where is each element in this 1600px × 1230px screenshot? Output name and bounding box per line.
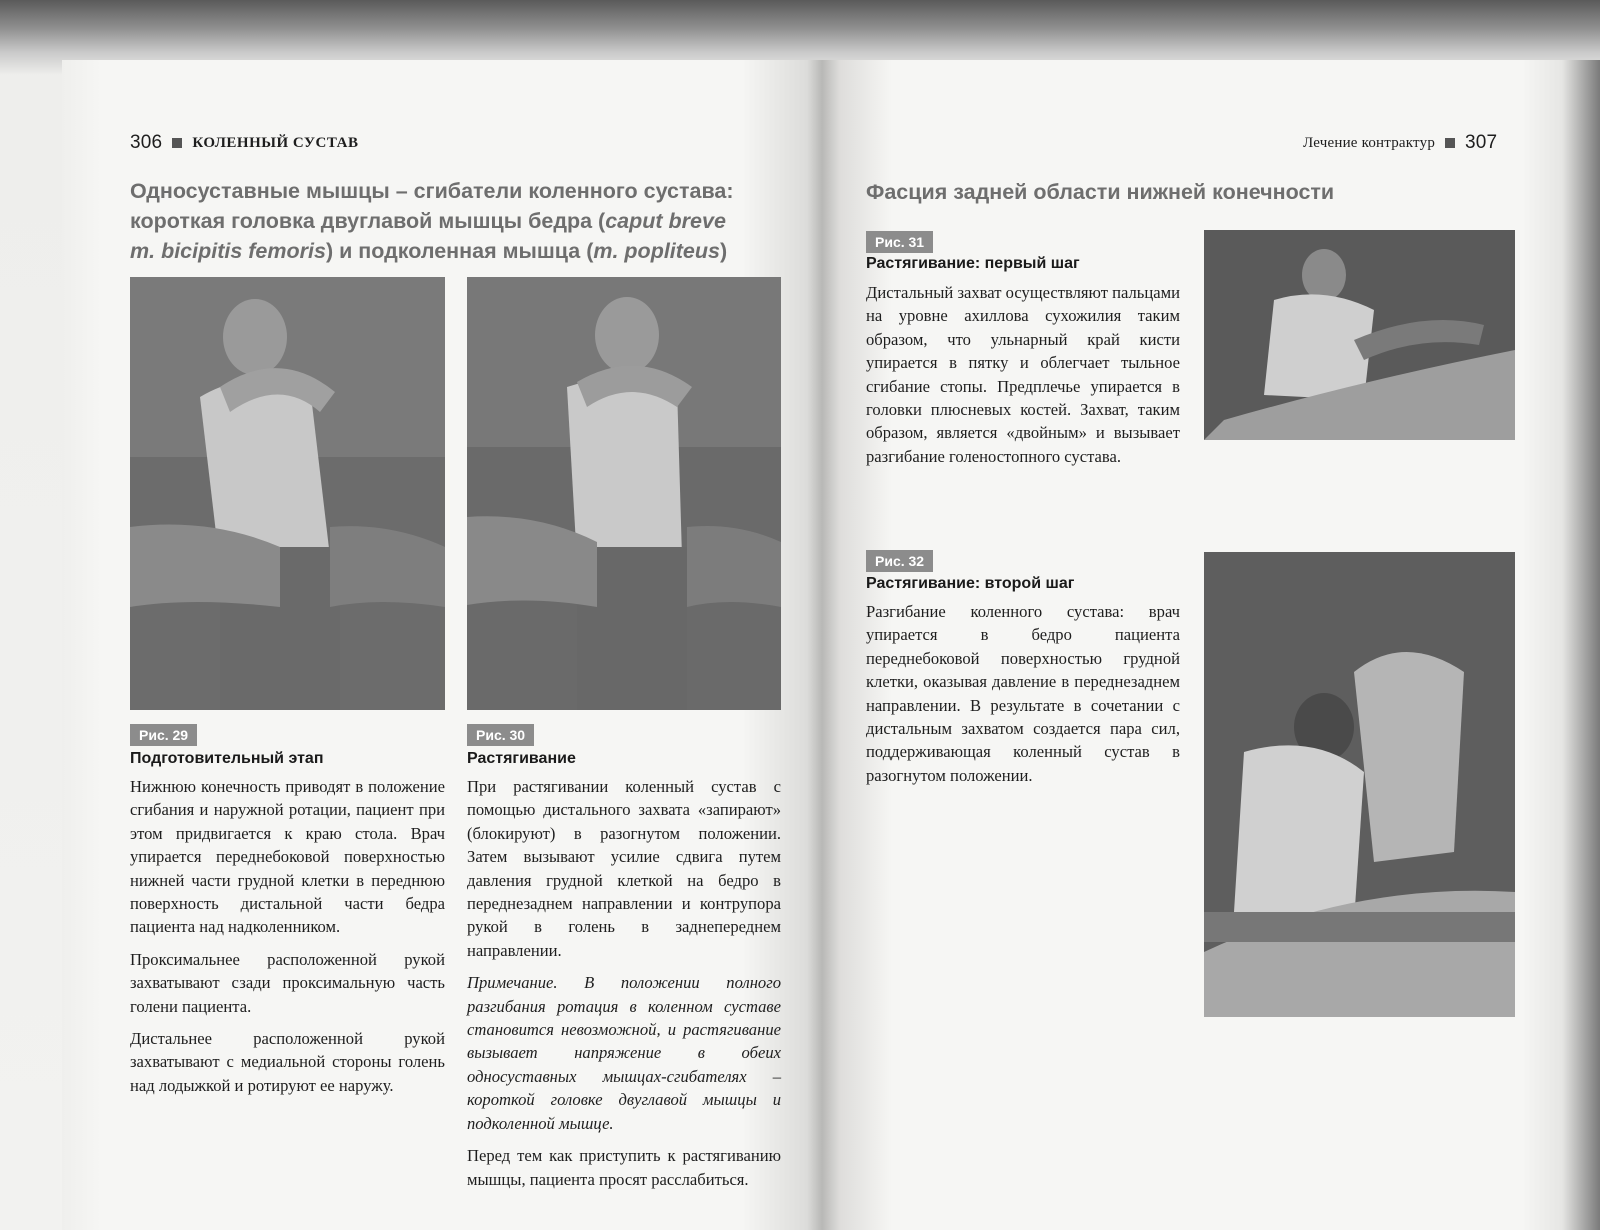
left-running-head xyxy=(130,132,358,154)
figure-30-label: Рис. 30 xyxy=(467,724,534,746)
figure-29-paragraph-1: Нижнюю конечность приводят в положение сгибания и наружной ротации, пациент при этом придвигается к краю стола. Врач упирается переднебоковой поверхностью нижней части грудной клетки в переднюю поверхность дистальной части бедра пациента над надколенником. xyxy=(130,777,445,937)
figure-29-photo xyxy=(130,277,445,710)
figure-30-paragraph-1: При растягивании коленный сустав с помощью дистального захвата «запирают» (блокируют) в разогнутом положении. Затем вызывают усилие сдвига путем давления грудной клеткой на бедро в переднезаднем направлении и контрупора рукой в голень в заднепереднем направлении. xyxy=(467,777,781,960)
left-section-title-line3: m. bicipitis femoris) и подколенная мышца (m. popliteus) xyxy=(130,239,728,263)
right-section-title: Фасция задней области нижней конечности xyxy=(866,180,1335,204)
figure-30-final-paragraph: Перед тем как приступить к растягиванию мышцы, пациента просят расслабиться. xyxy=(467,1146,781,1189)
figure-31-title: Растягивание: первый шаг xyxy=(866,255,1080,272)
figure-30-text xyxy=(467,775,781,1200)
figure-29-label: Рис. 29 xyxy=(130,724,197,746)
left-running-title: КОЛЕННЫЙ СУСТАВ xyxy=(192,134,359,151)
figure-29-text xyxy=(130,775,445,1106)
figure-30-note: Примечание. В положении полного разгибания ротация в коленном суставе становится невозможной, и растягивание вызывает напряжение в обеих односуставных мышцах-сгибателях – короткой головке двуглавой мышцы и подколенной мышце. xyxy=(467,973,781,1133)
square-bullet-icon xyxy=(172,138,182,148)
left-page-number: 306 xyxy=(130,132,163,153)
figure-30-title: Растягивание xyxy=(467,750,576,767)
right-running-title: Лечение контрактур xyxy=(1303,134,1436,151)
left-section-title-line1: Односуставные мышцы – сгибатели коленного сустава: xyxy=(130,179,734,203)
figure-31-photo xyxy=(1204,230,1515,440)
figure-31-paragraph: Дистальный захват осуществляют пальцами на уровне ахиллова сухожилия таким образом, что ульнарный край кисти упирается в пятку и облегчает тыльное сгибание стопы. Предплечье упирается в головки плюсневых костей. Захват, таким образом, является «двойным» и вызывает разгибание голеностопного сустава. xyxy=(866,283,1180,466)
figure-29-title: Подготовительный этап xyxy=(130,750,324,767)
figure-32-photo xyxy=(1204,552,1515,1017)
figure-31-label: Рис. 31 xyxy=(866,231,933,253)
left-section-title xyxy=(130,176,770,266)
figure-32-text xyxy=(866,600,1180,796)
figure-31-text xyxy=(866,281,1180,477)
figure-30-photo xyxy=(467,277,781,710)
figure-32-paragraph: Разгибание коленного сустава: врач упирается в бедро пациента переднебоковой поверхностью грудной клетки, оказывая давление в переднезаднем направлении. В результате в сочетании с дистальным захватом создается пара сил, поддерживающая коленный сустав в разогнутом положении. xyxy=(866,602,1180,785)
figure-29-paragraph-3: Дистальнее расположенной рукой захватывают с медиальной стороны голень над лодыжкой и ротируют ее наружу. xyxy=(130,1029,445,1095)
right-page-number: 307 xyxy=(1465,132,1498,153)
figure-32-title: Растягивание: второй шаг xyxy=(866,575,1075,592)
left-section-title-line2: короткая головка двуглавой мышцы бедра (caput breve xyxy=(130,209,726,233)
square-bullet-icon xyxy=(1445,138,1455,148)
right-running-head xyxy=(1303,132,1497,154)
figure-32-label: Рис. 32 xyxy=(866,550,933,572)
figure-29-paragraph-2: Проксимальнее расположенной рукой захватывают сзади проксимальную часть голени пациента. xyxy=(130,949,445,1016)
